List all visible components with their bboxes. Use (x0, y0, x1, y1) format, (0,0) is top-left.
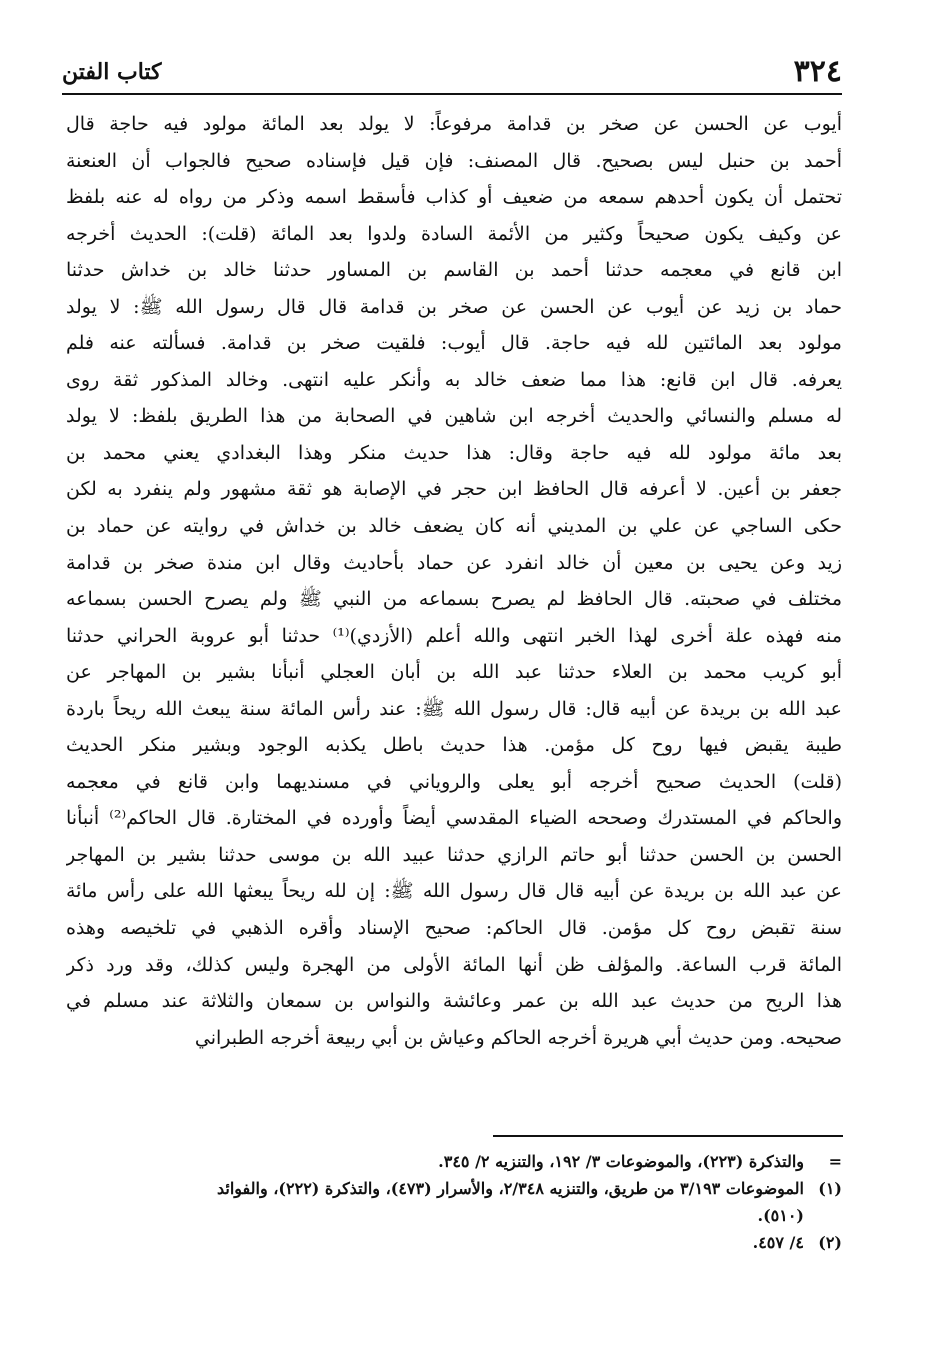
footnotes (66, 1148, 842, 1256)
body-line: حماد بن زيد عن أيوب عن الحسن عن صخر بن قدامة قال قال رسول الله ﷺ: لا يولد (66, 295, 842, 318)
body-line: الحسن بن الحسن حدثنا أبو حاتم الرازي حدثنا عبيد الله بن موسى حدثنا بشير بن المهاجر (66, 843, 842, 866)
body-line: مختلف في صحبته. قال الحافظ لم يصرح بسماعه من النبي ﷺ ولم يصرح الحسن بسماعه (66, 588, 842, 611)
footnote-text: (٥١٠). (757, 1206, 804, 1225)
body-line: هذا الريح من حديث عبد الله بن عمر وعائشة والنواس بن سمعان والثلاثة عند مسلم في (66, 990, 842, 1013)
body-line: يعرفه. قال ابن قانع: هذا مما ضعف خالد به وأنكر عليه انتهى. وخالد المذكور ثقة روى (66, 368, 842, 391)
body-line: منه فهذه علة أخرى لهذا الخبر انتهى والله أعلم (الأزدي)⁽¹⁾ حدثنا أبو عروبة الحراني حدثنا (66, 624, 842, 647)
footnote-line (66, 1175, 842, 1202)
body-line: (قلت) الحديث صحيح أخرجه أبو يعلى والروياني في مسنديهما وابن قانع في معجمه (66, 770, 842, 793)
body-line: المائة قرب الساعة. والمؤلف ظن أنها المائة الأولى من الهجرة وليس كذلك، وقد ورد ذكر (66, 953, 842, 976)
header-divider (62, 93, 842, 95)
body-line: ابن قانع في معجمه حدثنا أحمد بن القاسم بن المساور حدثنا خالد بن خداش حدثنا (66, 259, 842, 282)
body-line: عن عبد الله بن بريدة عن أبيه قال قال رسول الله ﷺ: إن لله ريحاً يبعثها الله على رأس مائة (66, 880, 842, 903)
footnote-text: ٤/ ٤٥٧. (752, 1233, 804, 1252)
body-line: زيد وعن يحيى بن معين أن خالد انفرد عن حماد بأحاديث وقال ابن مندة صخر بن قدامة (66, 551, 842, 574)
body-line: طيبة يقبض فيها روح كل مؤمن. هذا حديث باطل يكذبه الوجود وبشير منكر الحديث (66, 734, 842, 757)
body-line: والحاكم في المستدرك وصححه الضياء المقدسي أيضاً وأورده في المختارة. قال الحاكم⁽²⁾ أنبأنا (66, 807, 842, 830)
page-number: ٣٢٤ (793, 54, 842, 89)
footnote-line (66, 1229, 842, 1256)
page-header (62, 52, 842, 92)
footnote-marker: (٢) (818, 1233, 842, 1252)
body-text (66, 106, 842, 1056)
body-line: أيوب عن الحسن عن صخر بن قدامة مرفوعاً: لا يولد بعد المائة مولود فيه حاجة قال (66, 113, 842, 135)
footnote-text: الموضوعات ٣/١٩٣ من طريق، والتنزيه ٢/٣٤٨، والأسرار (٤٧٣)، والتذكرة (٢٢٢)، والفوائد (216, 1179, 804, 1198)
body-line: سنة تقبض روح كل مؤمن. قال الحاكم: صحيح الإسناد وأقره الذهبي في تلخيصه وهذه (66, 917, 842, 940)
footnote-text: والتذكرة (٢٢٣)، والموضوعات ٣/ ١٩٢، والتنزيه ٢/ ٣٤٥. (438, 1152, 804, 1171)
body-line: صحيحه. ومن حديث أبي هريرة أخرجه الحاكم وعياش بن أبي ربيعة أخرجه الطبراني (194, 1026, 842, 1049)
body-line: أبو كريب محمد بن العلاء حدثنا عبد الله بن أبان العجلي أنبأنا بشير بن المهاجر عن (66, 661, 842, 684)
body-line: تحتمل أن يكون أحدهم سمعه من ضعيف أو كذاب فأسقط اسمه وذكر من رواه له عنه بلفظ (66, 186, 842, 209)
footnote-line (66, 1202, 842, 1229)
footnote-marker: (١) (818, 1179, 842, 1198)
body-line: مولود بعد المائتين لله فيه حاجة. قال أيوب: فلقيت صخر بن قدامة. فسألته عنه فلم (66, 332, 842, 355)
body-line: عبد الله بن بريدة عن أبيه قال: قال رسول الله ﷺ: عند رأس المائة سنة يبعث الله ريحاً باردة (66, 697, 842, 720)
body-line: له مسلم والنسائي والحديث أخرجه ابن شاهين في الصحابة من هذا الطريق بلفظ: لا يولد (66, 405, 842, 428)
body-line: عن وكيف يكون صحيحاً وكثير من الأئمة السادة ولدوا بعد المائة (قلت): الحديث أخرجه (66, 222, 842, 245)
footnote-line (66, 1148, 842, 1175)
footnote-divider (493, 1135, 843, 1137)
book-title: كتاب الفتن (62, 59, 162, 85)
body-line: حكى الساجي عن علي بن المديني أنه كان يضعف خالد بن خداش في روايته عن حماد بن (66, 515, 842, 538)
body-line: أحمد بن حنبل ليس بصحيح. قال المصنف: فإن قيل فإسناده صحيح فالجواب أن العنعنة (66, 149, 842, 172)
body-line: بعد مائة مولود لله فيه حاجة وقال: هذا حديث منكر وهذا البغدادي يعني محمد بن (66, 441, 842, 464)
footnote-marker: = (828, 1152, 842, 1171)
body-line: جعفر بن أعين. لا أعرفه قال الحافظ ابن حجر في الإصابة هو ثقة مشهور ولم ينفرد به لكن (66, 478, 842, 501)
